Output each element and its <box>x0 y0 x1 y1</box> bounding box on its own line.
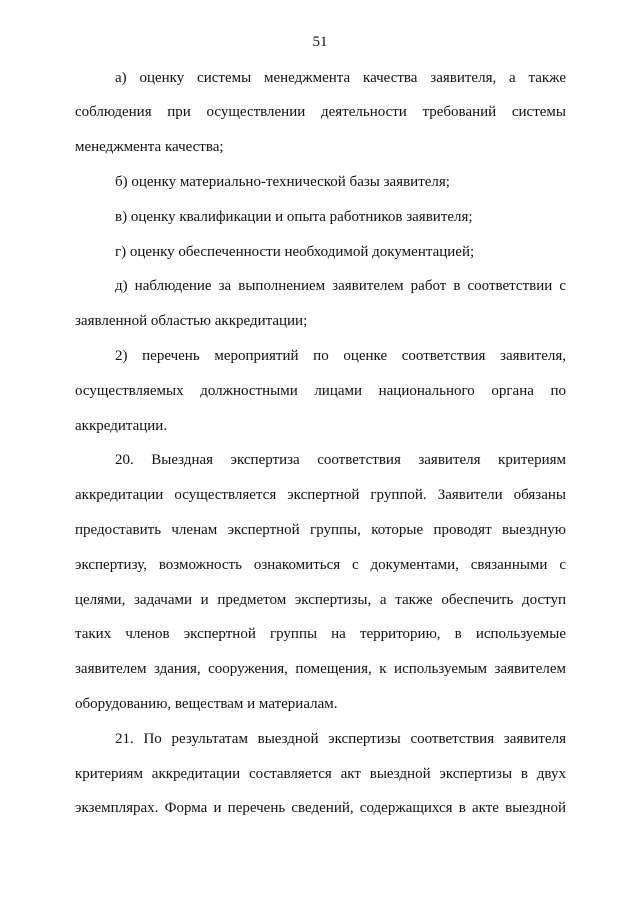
text-line: г) оценку обеспеченности необходимой документацией; <box>115 243 475 260</box>
paragraph <box>75 61 566 165</box>
text-line: д) наблюдение за выполнением заявителем работ в соответствии с <box>115 278 566 295</box>
paragraph <box>75 339 566 443</box>
text-line: критериям аккредитации составляется акт выездной экспертизы в двух <box>75 765 566 782</box>
text-line: в) оценку квалификации и опыта работников заявителя; <box>115 208 473 225</box>
page-number: 51 <box>312 34 328 50</box>
text-line: менеджмента качества; <box>75 139 224 156</box>
text-line: целями, задачами и предметом экспертизы, а также обеспечить доступ <box>75 591 566 608</box>
paragraph <box>75 443 566 721</box>
text-line: 20. Выездная экспертиза соответствия заявителя критериям <box>115 452 566 469</box>
text-line: аккредитации. <box>75 417 168 434</box>
paragraph <box>75 235 566 270</box>
text-line: экспертизу, возможность ознакомиться с документами, связанными с <box>75 556 566 573</box>
paragraph <box>75 165 566 200</box>
text-line: оборудованию, веществам и материалам. <box>75 695 338 712</box>
paragraph <box>75 722 566 826</box>
text-line: аккредитации осуществляется экспертной группой. Заявители обязаны <box>75 487 566 504</box>
text-line: заявителем здания, сооружения, помещения, к используемым заявителем <box>75 661 566 678</box>
text-line: экземплярах. Форма и перечень сведений, содержащихся в акте выездной <box>75 800 566 817</box>
text-line: б) оценку материально-технической базы заявителя; <box>115 173 450 190</box>
paragraph <box>75 269 566 339</box>
text-line: а) оценку системы менеджмента качества заявителя, а также <box>115 69 566 86</box>
text-line: предоставить членам экспертной группы, которые проводят выездную <box>75 521 566 538</box>
text-line: осуществляемых должностными лицами национального органа по <box>75 382 566 399</box>
text-line: 2) перечень мероприятий по оценке соответствия заявителя, <box>115 347 566 364</box>
text-line: заявленной областью аккредитации; <box>75 313 308 330</box>
text-line: 21. По результатам выездной экспертизы соответствия заявителя <box>115 730 566 747</box>
paragraph <box>75 200 566 235</box>
document-body <box>75 61 566 827</box>
text-line: таких членов экспертной группы на территорию, в используемые <box>75 626 566 643</box>
text-line: соблюдения при осуществлении деятельности требований системы <box>75 104 566 121</box>
